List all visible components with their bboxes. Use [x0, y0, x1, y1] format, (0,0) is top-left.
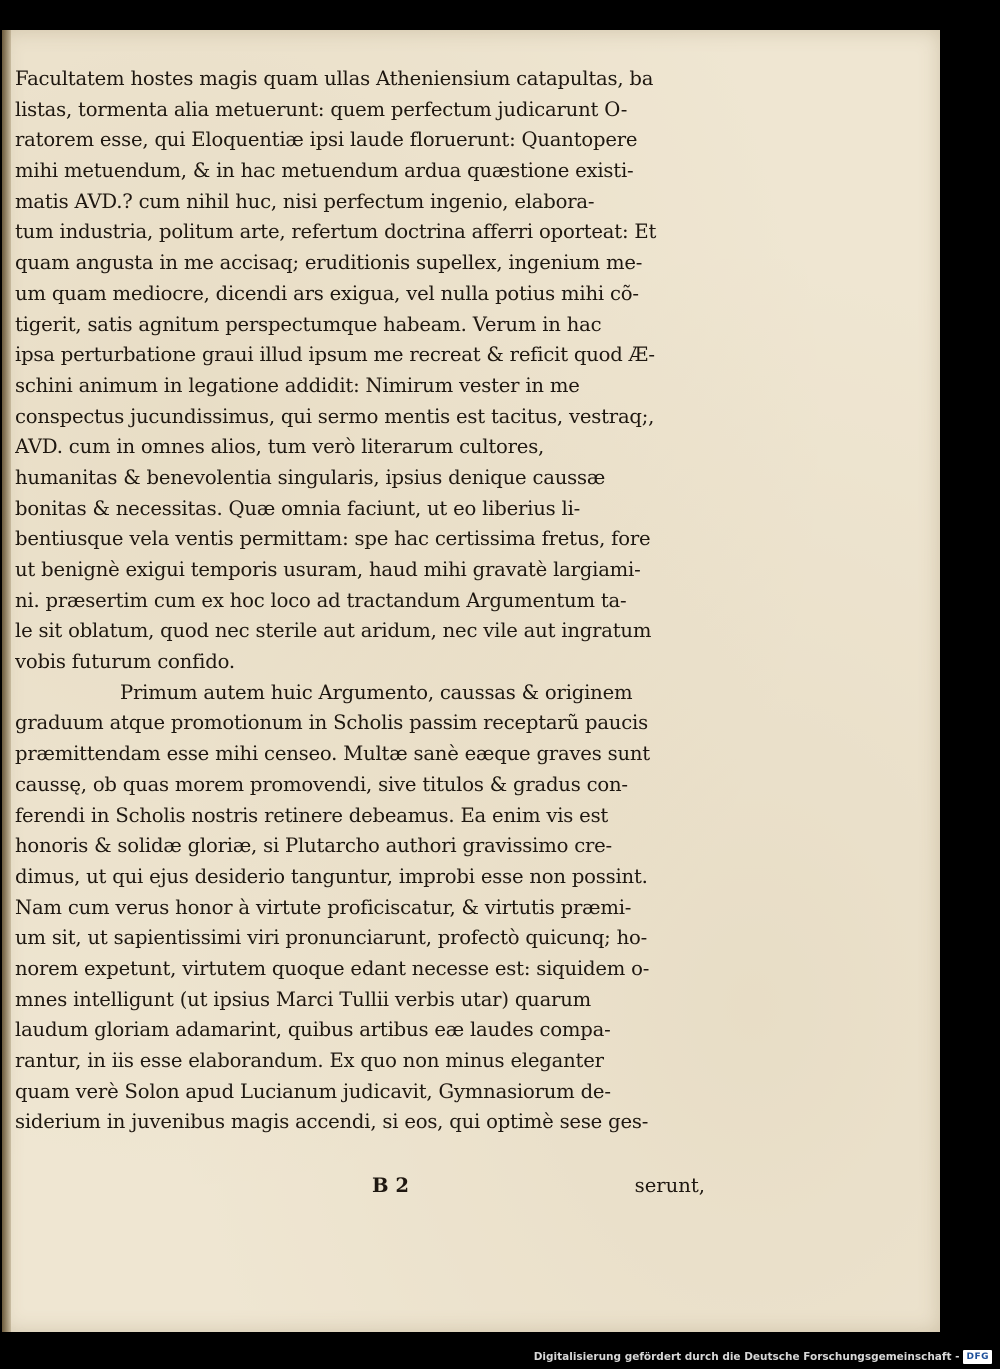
- text-line: AVD. cum in omnes alios, tum verò literarum cultores,: [15, 435, 545, 459]
- paragraph-start-line: Primum autem huic Argumento, caussas & originem: [120, 680, 633, 704]
- text-line: conspectus jucundissimus, qui sermo mentis est tacitus, vestraq;,: [15, 404, 655, 428]
- text-line: rantur, in iis esse elaborandum. Ex quo non minus eleganter: [15, 1049, 604, 1072]
- text-line: matis AVD.? cum nihil huc, nisi perfectum ingenio, elabora-: [15, 189, 595, 213]
- text-line: honoris & solidæ gloriæ, si Plutarcho authori gravissimo cre-: [15, 834, 612, 858]
- text-line: quam verè Solon apud Lucianum judicavit, Gymnasiorum de-: [15, 1079, 611, 1103]
- text-line: tigerit, satis agnitum perspectumque habeam. Verum in hac: [15, 312, 602, 336]
- text-line: Facultatem hostes magis quam ullas Atheniensium catapultas, ba: [15, 67, 654, 90]
- text-line: bonitas & necessitas. Quæ omnia faciunt, ut eo liberius li-: [15, 496, 581, 520]
- text-line: vobis futurum confido.: [15, 650, 235, 674]
- funding-credit: [534, 1349, 992, 1365]
- catchword: serunt,: [634, 1174, 705, 1197]
- text-line: caussę, ob quas morem promovendi, sive titulos & gradus con-: [15, 772, 628, 796]
- text-line: quam angusta in me accisaq; eruditionis supellex, ingenium me-: [15, 251, 643, 275]
- text-line: norem expetunt, virtutem quoque edant necesse est: siquidem o-: [15, 956, 650, 980]
- text-line: mnes intelligunt (ut ipsius Marci Tullii verbis utar) quarum: [15, 987, 592, 1011]
- page-body: [15, 64, 705, 1197]
- text-line: bentiusque vela ventis permittam: spe hac certissima fretus, fore: [15, 527, 651, 551]
- text-line: um sit, ut sapientissimi viri pronunciarunt, profectò quicunq; ho-: [15, 926, 648, 950]
- text-line: humanitas & benevolentia singularis, ipsius denique caussæ: [15, 465, 606, 489]
- text-line: tum industria, politum arte, refertum doctrina afferri oporteat: Et: [15, 220, 657, 244]
- funding-text: Digitalisierung gefördert durch die Deutsche Forschungsgemeinschaft -: [533, 1351, 960, 1363]
- page-footer: [15, 1174, 705, 1204]
- text-line: graduum atque promotionum in Scholis passim receptarũ paucis: [15, 711, 648, 735]
- text-line: um quam mediocre, dicendi ars exigua, vel nulla potius mihi cõ-: [15, 281, 639, 305]
- text-line: ferendi in Scholis nostris retinere debeamus. Ea enim vis est: [15, 803, 609, 827]
- book-page: [2, 30, 940, 1332]
- text-line: laudum gloriam adamarint, quibus artibus eæ laudes compa-: [15, 1018, 611, 1042]
- text-line: schini animum in legatione addidit: Nimirum vester in me: [15, 373, 580, 397]
- text-line: mihi metuendum, & in hac metuendum ardua quæstione existi-: [15, 159, 634, 183]
- text-line: ni. præsertim cum ex hoc loco ad tractandum Argumentum ta-: [15, 588, 627, 612]
- text-line: ut benignè exigui temporis usuram, haud mihi gravatè largiami-: [15, 558, 641, 581]
- text-line: ratorem esse, qui Eloquentiæ ipsi laude floruerunt: Quantopere: [15, 128, 638, 152]
- text-line: le sit oblatum, quod nec sterile aut aridum, nec vile aut ingratum: [15, 619, 652, 643]
- text-line: Nam cum verus honor à virtute proficiscatur, & virtutis præmi-: [15, 895, 632, 919]
- text-line: listas, tormenta alia metuerunt: quem perfectum judicarunt O-: [15, 97, 628, 121]
- signature-mark: B 2: [372, 1174, 410, 1197]
- dfg-logo: DFG: [963, 1350, 992, 1364]
- text-line: dimus, ut qui ejus desiderio tanguntur, improbi esse non possint.: [15, 864, 648, 888]
- text-line: siderium in juvenibus magis accendi, si eos, qui optimè sese ges-: [15, 1110, 649, 1134]
- text-line: præmittendam esse mihi censeo. Multæ sanè eæque graves sunt: [15, 742, 650, 766]
- text-line: ipsa perturbatione graui illud ipsum me recreat & reficit quod Æ-: [15, 343, 655, 367]
